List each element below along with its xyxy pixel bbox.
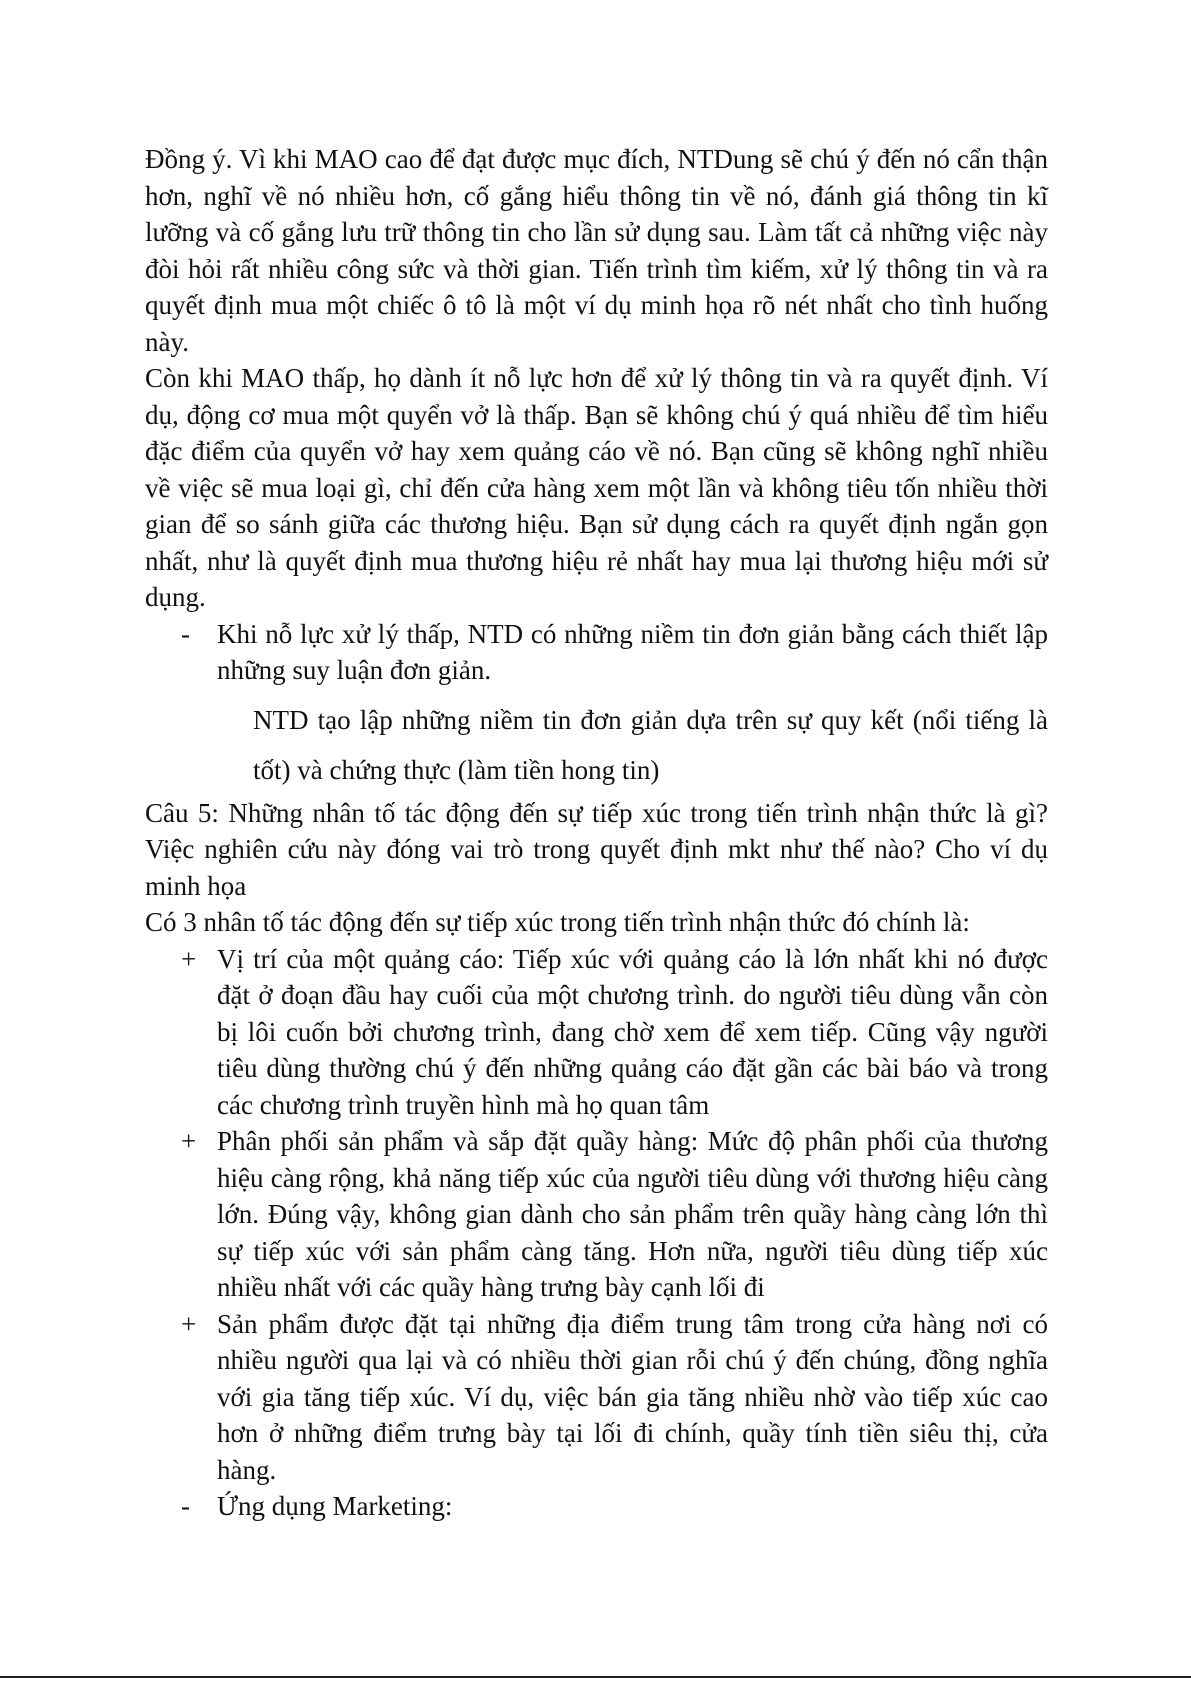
dash-bullet-icon: - xyxy=(181,618,190,649)
list-item-text: Khi nỗ lực xử lý thấp, NTD có những niềm tin đơn giản bằng cách thiết lập những suy luận đơn giản. xyxy=(217,618,1048,685)
factor-list-item xyxy=(145,1306,1048,1489)
answer-intro: Có 3 nhân tố tác động đến sự tiếp xúc trong tiến trình nhận thức đó chính là: xyxy=(145,907,970,937)
list-item-text: Vị trí của một quảng cáo: Tiếp xúc với quảng cáo là lớn nhất khi nó được đặt ở đoạn đầu hay cuối của một chương trình. do người tiêu dùng vẫn còn bị lôi cuốn bởi chương trình, đang chờ xem để xem tiếp. Cũng vậy người tiêu dùng thường chú ý đến những quảng cáo đặt gần các bài báo và trong các chương trình truyền hình mà họ quan tâm xyxy=(217,943,1048,1120)
paragraph-high-mao: Đồng ý. Vì khi MAO cao để đạt được mục đích, NTDung sẽ chú ý đến nó cẩn thận hơn, nghĩ về nó nhiều hơn, cố gắng hiểu thông tin về nó, đánh giá thông tin kĩ lưỡng và cố gắng lưu trữ thông tin cho lần sử dụng sau. Làm tất cả những việc này đòi hỏi rất nhiều công sức và thời gian. Tiến trình tìm kiếm, xử lý thông tin và ra quyết định mua một chiếc ô tô là một ví dụ minh họa rõ nét nhất cho tình huống này. xyxy=(145,144,1048,357)
factor-list-item xyxy=(145,1123,1048,1306)
page-bottom-divider xyxy=(0,1676,1191,1678)
question-5: Câu 5: Những nhân tố tác động đến sự tiếp xúc trong tiến trình nhận thức là gì? Việc nghiên cứu này đóng vai trò trong quyết định mkt như thế nào? Cho ví dụ minh họa xyxy=(145,797,1048,901)
list-item-text: Phân phối sản phẩm và sắp đặt quầy hàng: Mức độ phân phối của thương hiệu càng rộng, khả năng tiếp xúc của người tiêu dùng với thương hiệu càng lớn. Đúng vậy, không gian dành cho sản phẩm trên quầy hàng càng lớn thì sự tiếp xúc với sản phẩm càng tăng. Hơn nữa, người tiêu dùng tiếp xúc nhiều nhất với các quầy hàng trưng bày cạnh lối đi xyxy=(217,1126,1048,1302)
plus-bullet-icon: + xyxy=(181,1308,197,1339)
factor-list-item xyxy=(145,941,1048,1124)
list-item-text: Ứng dụng Marketing: xyxy=(217,1491,453,1521)
dash-list-item xyxy=(145,1488,1048,1525)
plus-bullet-icon: + xyxy=(181,943,197,974)
list-item-text: Sản phẩm được đặt tại những địa điểm trung tâm trong cửa hàng nơi có nhiều người qua lại và có nhiều thời gian rỗi chú ý đến chúng, đồng nghĩa với gia tăng tiếp xúc. Ví dụ, việc bán gia tăng nhiều nhờ vào tiếp xúc cao hơn ở những điểm trưng bày tại lối đi chính, quầy tính tiền siêu thị, cửa hàng. xyxy=(217,1308,1048,1485)
paragraph-low-mao: Còn khi MAO thấp, họ dành ít nỗ lực hơn để xử lý thông tin và ra quyết định. Ví dụ, động cơ mua một quyển vở là thấp. Bạn sẽ không chú ý quá nhiều để tìm hiểu đặc điểm của quyển vở hay xem quảng cáo về nó. Bạn cũng sẽ không nghĩ nhiều về việc sẽ mua loại gì, chỉ đến cửa hàng xem một lần và không tiêu tốn nhiều thời gian để so sánh giữa các thương hiệu. Bạn sử dụng cách ra quyết định ngắn gọn nhất, như là quyết định mua thương hiệu rẻ nhất hay mua lại thương hiệu mới sử dụng. xyxy=(145,363,1048,612)
document-body xyxy=(145,141,1048,1525)
dash-bullet-icon: - xyxy=(181,1491,190,1521)
plus-bullet-icon: + xyxy=(181,1126,197,1156)
indented-note: NTD tạo lập những niềm tin đơn giản dựa trên sự quy kết (nổi tiếng là tốt) và chứng thực (làm tiền hong tin) xyxy=(253,704,1048,785)
dash-list-item xyxy=(145,616,1048,689)
